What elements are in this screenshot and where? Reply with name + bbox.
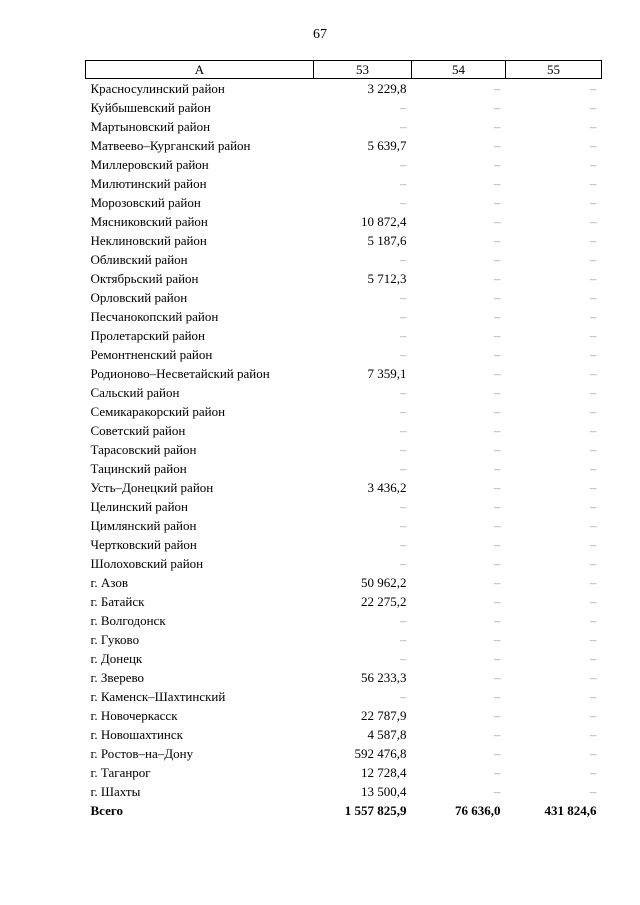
row-value-54: – <box>494 651 501 666</box>
row-value-53: – <box>400 651 407 666</box>
row-value-53: – <box>400 100 407 115</box>
row-name: г. Зверево <box>90 670 145 685</box>
row-value-54: – <box>494 708 501 723</box>
row-value-53: – <box>400 461 407 476</box>
row-name: г. Новошахтинск <box>90 727 183 742</box>
header-col-53: 53 <box>314 61 412 79</box>
row-name: Неклиновский район <box>90 233 207 248</box>
row-value-55: – <box>590 271 597 286</box>
row-value-53: – <box>400 347 407 362</box>
row-value-54: – <box>494 784 501 799</box>
row-name: Обливский район <box>90 252 188 267</box>
row-value-55: – <box>590 613 597 628</box>
row-value-55: – <box>590 537 597 552</box>
row-name: Родионово–Несветайский район <box>90 366 270 381</box>
table-row <box>86 573 602 592</box>
row-value-54: – <box>494 727 501 742</box>
row-value-53: – <box>400 157 407 172</box>
row-value-54: – <box>494 100 501 115</box>
row-name: Мясниковский район <box>90 214 208 229</box>
row-value-53: 4 587,8 <box>367 727 407 742</box>
row-value-54: – <box>494 309 501 324</box>
table-row <box>86 155 602 174</box>
row-name: Чертковский район <box>90 537 197 552</box>
total-value-53: 1 557 825,9 <box>344 803 407 818</box>
row-name: г. Шахты <box>90 784 141 799</box>
row-value-54: – <box>494 518 501 533</box>
row-name: Тарасовский район <box>90 442 197 457</box>
row-value-54: – <box>494 81 501 96</box>
table-row <box>86 782 602 801</box>
table-row <box>86 402 602 421</box>
table-row <box>86 212 602 231</box>
page-number: 67 <box>313 27 327 42</box>
row-name: Целинский район <box>90 499 188 514</box>
row-value-54: – <box>494 328 501 343</box>
row-value-53: – <box>400 556 407 571</box>
row-value-54: – <box>494 689 501 704</box>
total-value-54: 76 636,0 <box>455 803 501 818</box>
row-value-55: – <box>590 442 597 457</box>
row-name: г. Таганрог <box>90 765 151 780</box>
row-value-54: – <box>494 613 501 628</box>
row-value-55: – <box>590 708 597 723</box>
row-name: Пролетарский район <box>90 328 206 343</box>
table-row <box>86 98 602 117</box>
table-row <box>86 744 602 763</box>
table-row <box>86 326 602 345</box>
row-value-54: – <box>494 119 501 134</box>
row-value-53: 5 639,7 <box>367 138 407 153</box>
row-name: г. Гуково <box>90 632 140 647</box>
total-label: Всего <box>90 803 123 818</box>
table-row <box>86 649 602 668</box>
table-header <box>86 61 602 79</box>
row-value-55: – <box>590 81 597 96</box>
row-name: г. Ростов–на–Дону <box>90 746 194 761</box>
header-col-54: 54 <box>412 61 506 79</box>
row-value-55: – <box>590 252 597 267</box>
row-value-55: – <box>590 670 597 685</box>
row-value-53: 56 233,3 <box>361 670 407 685</box>
table-row <box>86 706 602 725</box>
row-value-53: – <box>400 537 407 552</box>
row-value-53: 50 962,2 <box>361 575 407 590</box>
row-value-55: – <box>590 784 597 799</box>
row-value-53: 3 436,2 <box>367 480 407 495</box>
row-name: Мартыновский район <box>90 119 211 134</box>
table-row <box>86 459 602 478</box>
row-value-55: – <box>590 575 597 590</box>
row-value-55: – <box>590 461 597 476</box>
table-row <box>86 269 602 288</box>
row-value-53: – <box>400 385 407 400</box>
table-row <box>86 79 602 99</box>
row-value-53: – <box>400 442 407 457</box>
row-name: Шолоховский район <box>90 556 204 571</box>
row-value-55: – <box>590 765 597 780</box>
row-name: Милютинский район <box>90 176 207 191</box>
row-value-54: – <box>494 195 501 210</box>
row-name: Семикаракорский район <box>90 404 226 419</box>
row-value-54: – <box>494 746 501 761</box>
table-row <box>86 535 602 554</box>
row-value-55: – <box>590 309 597 324</box>
row-value-53: – <box>400 613 407 628</box>
row-value-53: – <box>400 328 407 343</box>
row-value-54: – <box>494 461 501 476</box>
row-value-54: – <box>494 499 501 514</box>
row-value-54: – <box>494 575 501 590</box>
row-value-55: – <box>590 176 597 191</box>
row-value-53: 5 187,6 <box>367 233 407 248</box>
row-value-55: – <box>590 138 597 153</box>
row-value-53: 13 500,4 <box>361 784 407 799</box>
row-value-54: – <box>494 423 501 438</box>
row-value-55: – <box>590 347 597 362</box>
row-name: Ремонтненский район <box>90 347 213 362</box>
row-value-53: 7 359,1 <box>367 366 407 381</box>
row-value-54: – <box>494 252 501 267</box>
row-name: Красносулинский район <box>90 81 225 96</box>
table-row <box>86 668 602 687</box>
row-value-53: – <box>400 404 407 419</box>
row-name: г. Азов <box>90 575 128 590</box>
row-value-53: 10 872,4 <box>361 214 407 229</box>
table-row <box>86 307 602 326</box>
table-row <box>86 288 602 307</box>
table-row <box>86 611 602 630</box>
row-value-55: – <box>590 727 597 742</box>
table-row <box>86 174 602 193</box>
row-name: Орловский район <box>90 290 188 305</box>
row-value-53: 22 787,9 <box>361 708 407 723</box>
row-value-54: – <box>494 480 501 495</box>
row-value-55: – <box>590 480 597 495</box>
table-row <box>86 592 602 611</box>
row-name: Песчанокопский район <box>90 309 219 324</box>
row-value-55: – <box>590 404 597 419</box>
row-value-55: – <box>590 157 597 172</box>
row-value-54: – <box>494 765 501 780</box>
row-value-53: – <box>400 290 407 305</box>
row-value-53: – <box>400 309 407 324</box>
row-value-54: – <box>494 176 501 191</box>
table-row <box>86 440 602 459</box>
row-name: Миллеровский район <box>90 157 209 172</box>
row-value-54: – <box>494 347 501 362</box>
row-value-54: – <box>494 290 501 305</box>
row-value-53: – <box>400 119 407 134</box>
row-value-55: – <box>590 499 597 514</box>
row-value-54: – <box>494 233 501 248</box>
header-row <box>86 61 602 79</box>
row-value-55: – <box>590 100 597 115</box>
row-name: г. Батайск <box>90 594 145 609</box>
row-value-55: – <box>590 290 597 305</box>
row-value-55: – <box>590 632 597 647</box>
row-value-55: – <box>590 746 597 761</box>
row-value-55: – <box>590 233 597 248</box>
row-value-54: – <box>494 556 501 571</box>
table-row <box>86 630 602 649</box>
row-name: Матвеево–Курганский район <box>90 138 251 153</box>
row-value-54: – <box>494 670 501 685</box>
table-row <box>86 117 602 136</box>
table-row <box>86 763 602 782</box>
table-row <box>86 136 602 155</box>
row-value-54: – <box>494 366 501 381</box>
total-value-55: 431 824,6 <box>544 803 597 818</box>
row-name: Цимлянский район <box>90 518 197 533</box>
row-value-55: – <box>590 689 597 704</box>
row-value-53: 592 476,8 <box>354 746 407 761</box>
row-value-54: – <box>494 271 501 286</box>
table-row <box>86 687 602 706</box>
row-value-53: – <box>400 195 407 210</box>
table-row <box>86 516 602 535</box>
row-value-53: – <box>400 632 407 647</box>
row-name: г. Донецк <box>90 651 143 666</box>
row-value-55: – <box>590 366 597 381</box>
table-row <box>86 421 602 440</box>
table-body <box>86 79 602 821</box>
row-value-53: 3 229,8 <box>367 81 407 96</box>
row-name: Тацинский район <box>90 461 187 476</box>
header-col-a: А <box>86 61 314 79</box>
row-value-53: 5 712,3 <box>367 271 407 286</box>
row-value-54: – <box>494 632 501 647</box>
table-row <box>86 383 602 402</box>
row-value-53: – <box>400 423 407 438</box>
row-value-55: – <box>590 328 597 343</box>
row-name: Морозовский район <box>90 195 201 210</box>
row-value-53: – <box>400 252 407 267</box>
row-value-55: – <box>590 594 597 609</box>
row-value-53: 12 728,4 <box>361 765 407 780</box>
row-name: г. Волгодонск <box>90 613 166 628</box>
table-row <box>86 497 602 516</box>
row-name: Куйбышевский район <box>90 100 211 115</box>
table-row <box>86 725 602 744</box>
row-name: Октябрьский район <box>90 271 199 286</box>
row-name: Сальский район <box>90 385 180 400</box>
row-value-53: – <box>400 689 407 704</box>
row-value-54: – <box>494 537 501 552</box>
table-row <box>86 193 602 212</box>
row-value-54: – <box>494 442 501 457</box>
table-row <box>86 478 602 497</box>
row-value-55: – <box>590 119 597 134</box>
row-value-54: – <box>494 157 501 172</box>
row-name: г. Каменск–Шахтинский <box>90 689 226 704</box>
row-value-54: – <box>494 385 501 400</box>
row-name: Советский район <box>90 423 186 438</box>
row-value-54: – <box>494 594 501 609</box>
row-value-55: – <box>590 518 597 533</box>
data-table-container <box>85 60 601 820</box>
table-row <box>86 250 602 269</box>
row-value-53: – <box>400 499 407 514</box>
row-name: Усть–Донецкий район <box>90 480 214 495</box>
row-value-53: – <box>400 176 407 191</box>
table-row <box>86 364 602 383</box>
row-value-55: – <box>590 423 597 438</box>
header-col-55: 55 <box>506 61 602 79</box>
data-table <box>85 60 602 820</box>
row-value-55: – <box>590 556 597 571</box>
row-name: г. Новочеркасск <box>90 708 178 723</box>
row-value-54: – <box>494 138 501 153</box>
row-value-54: – <box>494 404 501 419</box>
table-row <box>86 345 602 364</box>
table-row <box>86 554 602 573</box>
row-value-54: – <box>494 214 501 229</box>
row-value-53: 22 275,2 <box>361 594 407 609</box>
table-row <box>86 231 602 250</box>
total-row <box>86 801 602 820</box>
row-value-55: – <box>590 651 597 666</box>
row-value-55: – <box>590 385 597 400</box>
row-value-55: – <box>590 214 597 229</box>
row-value-55: – <box>590 195 597 210</box>
row-value-53: – <box>400 518 407 533</box>
